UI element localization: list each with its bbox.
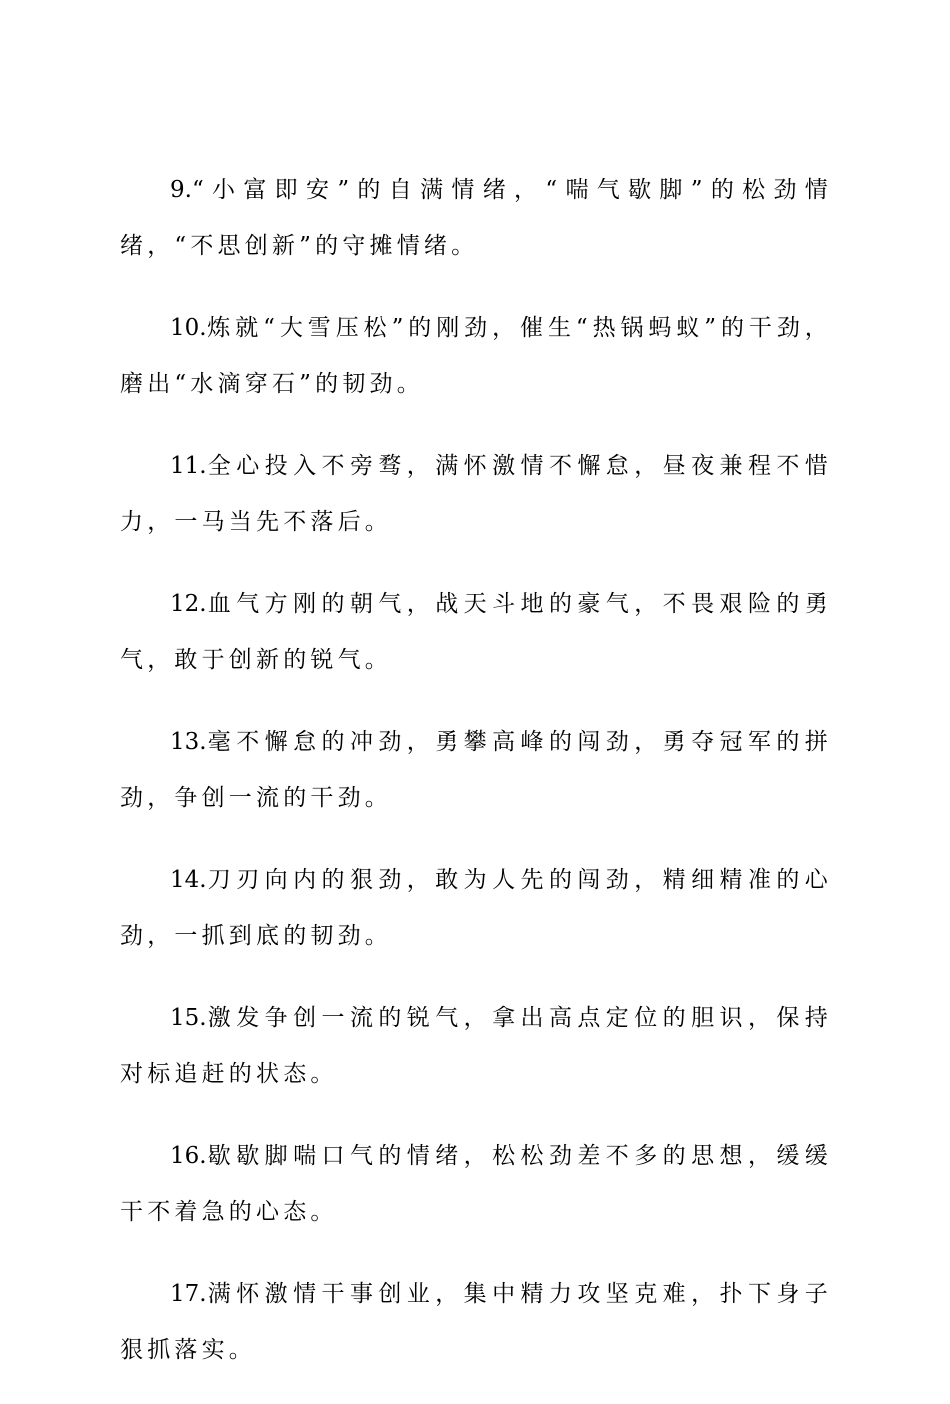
item-text: 满怀激情干事创业，集中精力攻坚克难，扑下身子狠抓落实。	[120, 1281, 832, 1363]
list-item	[120, 576, 832, 688]
item-number: 11.	[170, 453, 207, 479]
item-number: 10.	[170, 315, 207, 341]
list-item	[120, 1266, 832, 1378]
item-text: 刀刃向内的狠劲，敢为人先的闯劲，精细精准的心劲，一抓到底的韧劲。	[120, 867, 832, 949]
item-number: 15.	[170, 1005, 207, 1031]
list-item	[120, 162, 832, 274]
list-item	[120, 438, 832, 550]
list-item	[120, 1128, 832, 1240]
list-item	[120, 714, 832, 826]
item-text: “小富即安”的自满情绪，“喘气歇脚”的松劲情绪，“不思创新”的守摊情绪。	[120, 177, 832, 259]
item-number: 14.	[170, 867, 207, 893]
item-number: 17.	[170, 1281, 207, 1307]
list-item	[120, 990, 832, 1102]
item-number: 16.	[170, 1143, 207, 1169]
item-text: 歇歇脚喘口气的情绪，松松劲差不多的思想，缓缓干不着急的心态。	[120, 1143, 832, 1225]
list-item	[120, 300, 832, 412]
document-body	[120, 162, 832, 1404]
item-text: 炼就“大雪压松”的刚劲，催生“热锅蚂蚁”的干劲，磨出“水滴穿石”的韧劲。	[120, 315, 832, 397]
item-text: 全心投入不旁骛，满怀激情不懈怠，昼夜兼程不惜力，一马当先不落后。	[120, 453, 832, 535]
list-item	[120, 852, 832, 964]
item-text: 激发争创一流的锐气，拿出高点定位的胆识，保持对标追赶的状态。	[120, 1005, 832, 1087]
item-number: 13.	[170, 729, 207, 755]
item-text: 血气方刚的朝气，战天斗地的豪气，不畏艰险的勇气，敢于创新的锐气。	[120, 591, 832, 673]
item-number: 9.	[170, 177, 192, 203]
item-text: 毫不懈怠的冲劲，勇攀高峰的闯劲，勇夺冠军的拼劲，争创一流的干劲。	[120, 729, 832, 811]
item-number: 12.	[170, 591, 207, 617]
